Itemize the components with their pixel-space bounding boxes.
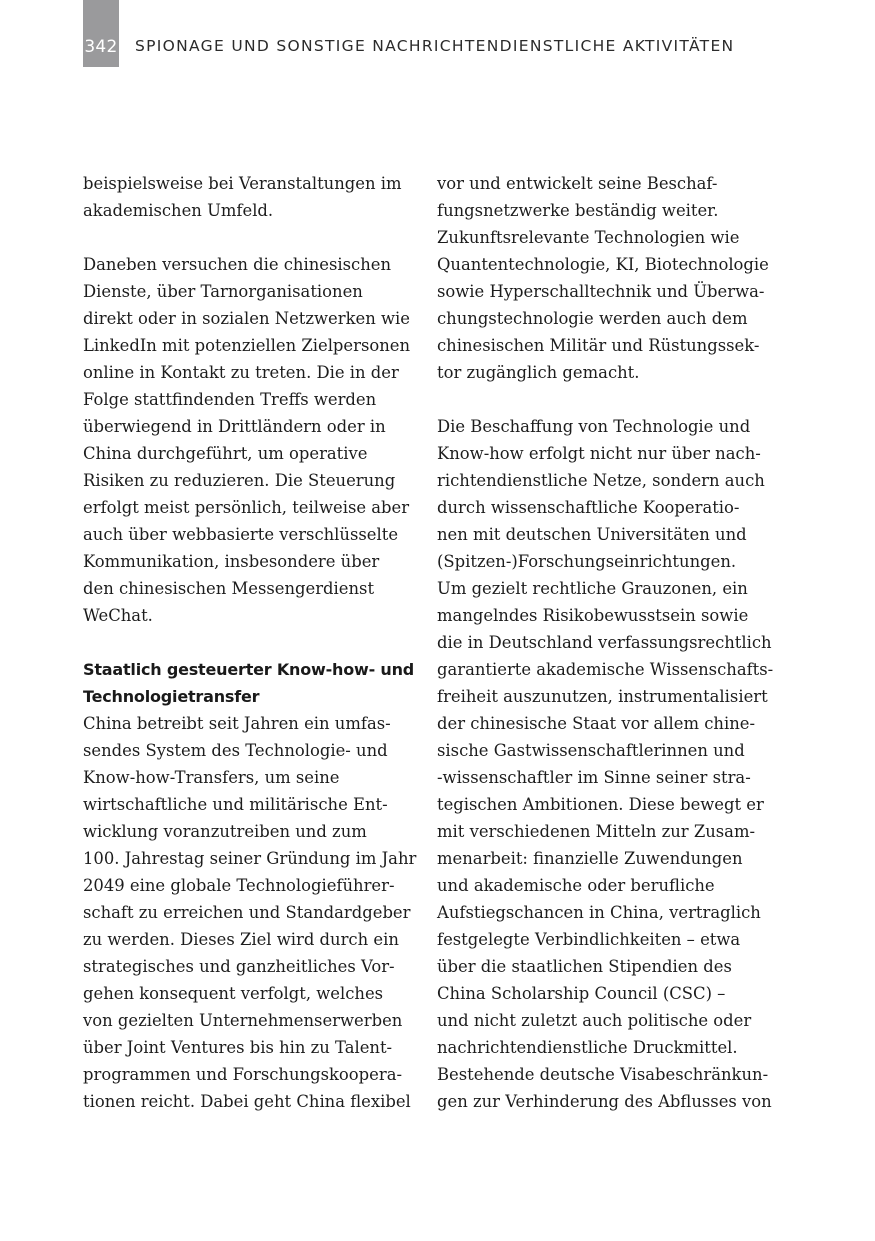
section-heading-line: Technologietransfer xyxy=(83,687,260,706)
text-line: über die staatlichen Stipendien des xyxy=(437,957,732,976)
running-header-title: SPIONAGE UND SONSTIGE NACHRICHTENDIENSTLICHE AKTIVITÄTEN xyxy=(135,37,735,55)
text-line: von gezielten Unternehmenserwerben xyxy=(83,1011,403,1030)
text-line: wirtschaftliche und militärische Ent- xyxy=(83,795,388,814)
text-line: der chinesische Staat vor allem chine- xyxy=(437,714,755,733)
text-line: Dienste, über Tarnorganisationen xyxy=(83,282,363,301)
text-line: festgelegte Verbindlichkeiten – etwa xyxy=(437,930,741,949)
text-line: (Spitzen-)Forschungseinrichtungen. xyxy=(437,552,737,571)
text-line: schaft zu erreichen und Standardgeber xyxy=(83,903,411,922)
text-line: Know-how erfolgt nicht nur über nach- xyxy=(437,444,761,463)
text-line: sische Gastwissenschaftlerinnen und xyxy=(437,741,745,760)
text-line: Bestehende deutsche Visabeschränkun- xyxy=(437,1065,769,1084)
text-line: tor zugänglich gemacht. xyxy=(437,363,640,382)
text-line: 2049 eine globale Technologieführer- xyxy=(83,876,395,895)
right-text-column xyxy=(437,170,774,1115)
text-line: Zukunftsrelevante Technologien wie xyxy=(437,228,740,247)
section-heading-line: Staatlich gesteuerter Know-how- und xyxy=(83,660,415,679)
text-line: Know-how-Transfers, um seine xyxy=(83,768,340,787)
text-line: tionen reicht. Dabei geht China flexibel xyxy=(83,1092,411,1111)
text-line: nen mit deutschen Universitäten und xyxy=(437,525,747,544)
left-text-column xyxy=(83,170,417,1115)
text-line: chungstechnologie werden auch dem xyxy=(437,309,748,328)
text-line: zu werden. Dieses Ziel wird durch ein xyxy=(83,930,399,949)
text-line: erfolgt meist persönlich, teilweise aber xyxy=(83,498,410,517)
paragraph-gap xyxy=(83,629,413,656)
text-line: über Joint Ventures bis hin zu Talent- xyxy=(83,1038,393,1057)
text-line: -wissenschaftler im Sinne seiner stra- xyxy=(437,768,751,787)
text-line: Risiken zu reduzieren. Die Steuerung xyxy=(83,471,396,490)
text-line: vor und entwickelt seine Beschaf- xyxy=(437,174,718,193)
text-line: Kommunikation, insbesondere über xyxy=(83,552,380,571)
text-line: richtendienstliche Netze, sondern auch xyxy=(437,471,765,490)
page-number: 342 xyxy=(84,37,118,57)
text-line: die in Deutschland verfassungsrechtlich xyxy=(437,633,772,652)
paragraph-gap xyxy=(83,224,413,251)
text-line: mit verschiedenen Mitteln zur Zusam- xyxy=(437,822,756,841)
text-line: strategisches und ganzheitliches Vor- xyxy=(83,957,395,976)
text-line: durch wissenschaftliche Kooperatio- xyxy=(437,498,740,517)
text-line: nachrichtendienstliche Druckmittel. xyxy=(437,1038,738,1057)
text-line: und akademische oder berufliche xyxy=(437,876,715,895)
text-line: Daneben versuchen die chinesischen xyxy=(83,255,392,274)
text-line: sendes System des Technologie- und xyxy=(83,741,388,760)
text-line: Folge stattfindenden Treffs werden xyxy=(83,390,377,409)
text-line: Um gezielt rechtliche Grauzonen, ein xyxy=(437,579,748,598)
text-line: den chinesischen Messengerdienst xyxy=(83,579,375,598)
text-line: überwiegend in Drittländern oder in xyxy=(83,417,386,436)
text-line: chinesischen Militär und Rüstungssek- xyxy=(437,336,760,355)
text-line: menarbeit: finanzielle Zuwendungen xyxy=(437,849,743,868)
text-line: freiheit auszunutzen, instrumentalisiert xyxy=(437,687,768,706)
text-line: China Scholarship Council (CSC) – xyxy=(437,984,726,1003)
text-line: mangelndes Risikobewusstsein sowie xyxy=(437,606,749,625)
text-line: LinkedIn mit potenziellen Zielpersonen xyxy=(83,336,411,355)
text-line: akademischen Umfeld. xyxy=(83,201,274,220)
text-line: online in Kontakt zu treten. Die in der xyxy=(83,363,399,382)
text-line: China durchgeführt, um operative xyxy=(83,444,368,463)
text-line: WeChat. xyxy=(83,606,153,625)
paragraph-gap xyxy=(437,386,769,413)
text-line: wicklung voranzutreiben und zum xyxy=(83,822,367,841)
text-line: direkt oder in sozialen Netzwerken wie xyxy=(83,309,410,328)
text-line: auch über webbasierte verschlüsselte xyxy=(83,525,399,544)
text-line: gehen konsequent verfolgt, welches xyxy=(83,984,384,1003)
text-line: und nicht zuletzt auch politische oder xyxy=(437,1011,752,1030)
text-line: fungsnetzwerke beständig weiter. xyxy=(437,201,719,220)
text-line: programmen und Forschungskoopera- xyxy=(83,1065,403,1084)
text-line: beispielsweise bei Veranstaltungen im xyxy=(83,174,402,193)
text-line: tegischen Ambitionen. Diese bewegt er xyxy=(437,795,764,814)
text-line: sowie Hyperschalltechnik und Überwa- xyxy=(437,282,765,301)
text-line: Quantentechnologie, KI, Biotechnologie xyxy=(437,255,769,274)
text-line: garantierte akademische Wissenschafts- xyxy=(437,660,774,679)
text-line: gen zur Verhinderung des Abflusses von xyxy=(437,1092,772,1111)
text-line: China betreibt seit Jahren ein umfas- xyxy=(83,714,391,733)
text-line: 100. Jahrestag seiner Gründung im Jahr xyxy=(83,849,417,868)
text-line: Aufstiegschancen in China, vertraglich xyxy=(437,903,761,922)
text-line: Die Beschaffung von Technologie und xyxy=(437,417,751,436)
